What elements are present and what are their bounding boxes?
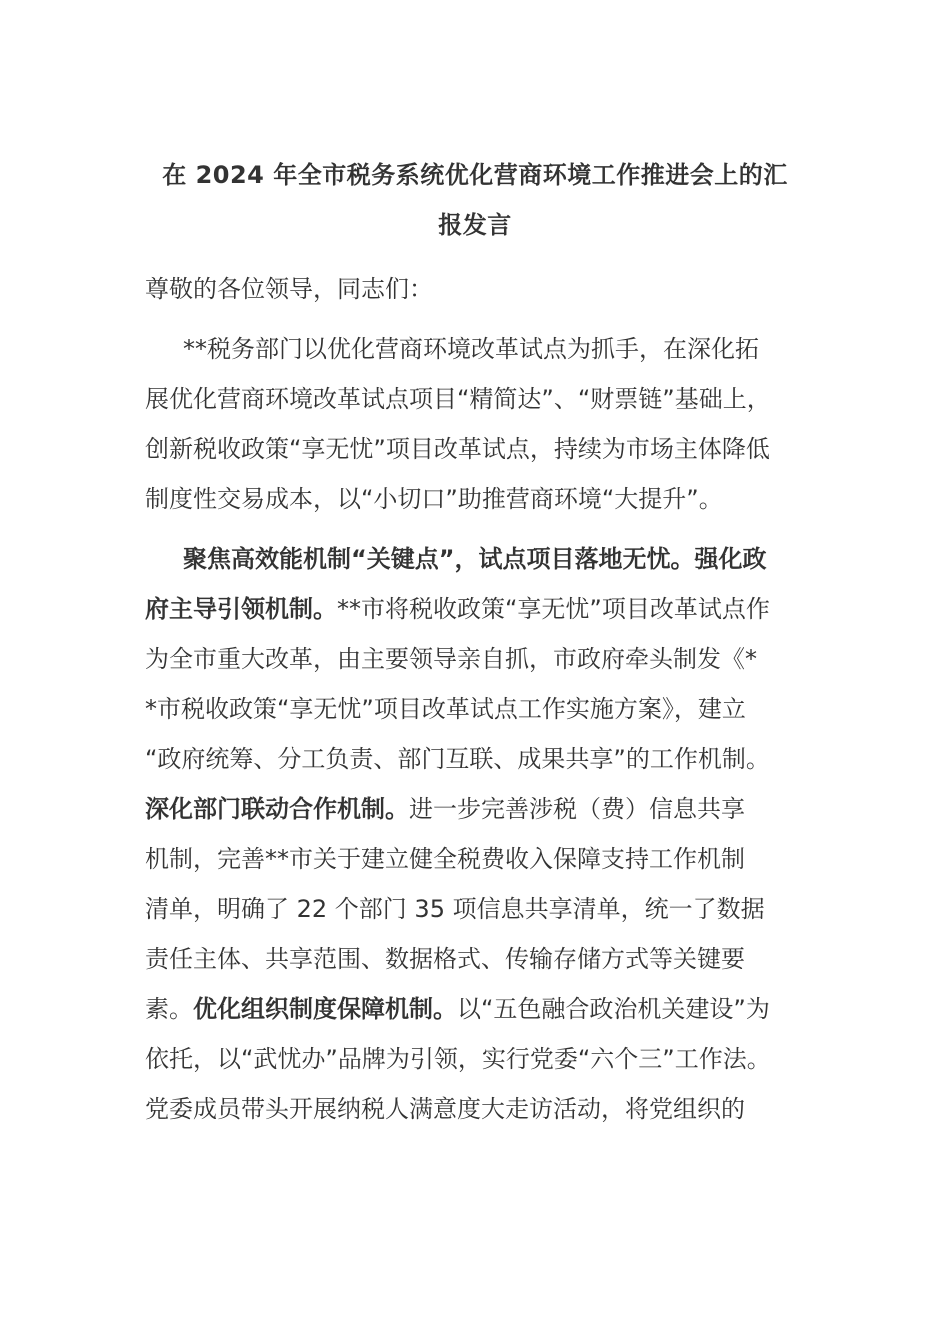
title-line: 在 2024 年全市税务系统优化营商环境工作推进会上的汇 bbox=[162, 161, 788, 189]
text-line: 展优化营商环境改革试点项目“精简达”、“财票链”基础上， bbox=[145, 385, 771, 413]
text-line: 制度性交易成本，以“小切口”助推营商环境“大提升”。 bbox=[145, 485, 723, 513]
text-line: *市税收政策“享无忧”项目改革试点工作实施方案》，建立 bbox=[145, 695, 746, 723]
text-run: 以“五色融合政治机关建设”为 bbox=[457, 995, 770, 1023]
bold-heading: 优化组织制度保障机制。 bbox=[193, 995, 457, 1023]
text-run: 进一步完善涉税（费）信息共享 bbox=[409, 795, 745, 823]
paragraph-intro bbox=[145, 324, 807, 524]
salutation: 尊敬的各位领导，同志们： bbox=[145, 275, 433, 303]
text-line bbox=[145, 984, 807, 1034]
text-line: **税务部门以优化营商环境改革试点为抓手，在深化拓 bbox=[183, 335, 759, 363]
text-line: 创新税收政策“享无忧”项目改革试点，持续为市场主体降低 bbox=[145, 435, 770, 463]
text-line bbox=[145, 584, 807, 634]
text-line: 机制，完善**市关于建立健全税费收入保障支持工作机制 bbox=[145, 845, 745, 873]
bold-heading: 府主导引领机制。 bbox=[145, 595, 337, 623]
text-line: 依托，以“武忧办”品牌为引领，实行党委“六个三”工作法。 bbox=[145, 1045, 771, 1073]
text-line: 为全市重大改革，由主要领导亲自抓，市政府牵头制发《* bbox=[145, 645, 757, 673]
text-line: 责任主体、共享范围、数据格式、传输存储方式等关键要 bbox=[145, 945, 745, 973]
title-line: 报发言 bbox=[438, 211, 512, 239]
bold-heading: 深化部门联动合作机制。 bbox=[145, 795, 409, 823]
text-line bbox=[145, 784, 807, 834]
document-title bbox=[145, 150, 805, 250]
paragraph-mechanism bbox=[145, 534, 807, 1134]
text-line: 党委成员带头开展纳税人满意度大走访活动，将党组织的 bbox=[145, 1095, 745, 1123]
text-run: **市将税收政策“享无忧”项目改革试点作 bbox=[337, 595, 770, 623]
text-line: “政府统筹、分工负责、部门互联、成果共享”的工作机制。 bbox=[145, 745, 770, 773]
text-run: 素。 bbox=[145, 995, 193, 1023]
text-line bbox=[145, 534, 807, 584]
bold-heading: 聚焦高效能机制“关键点”，试点项目落地无忧。强化政 bbox=[183, 545, 767, 573]
text-line: 清单，明确了 22 个部门 35 项信息共享清单，统一了数据 bbox=[145, 895, 765, 923]
